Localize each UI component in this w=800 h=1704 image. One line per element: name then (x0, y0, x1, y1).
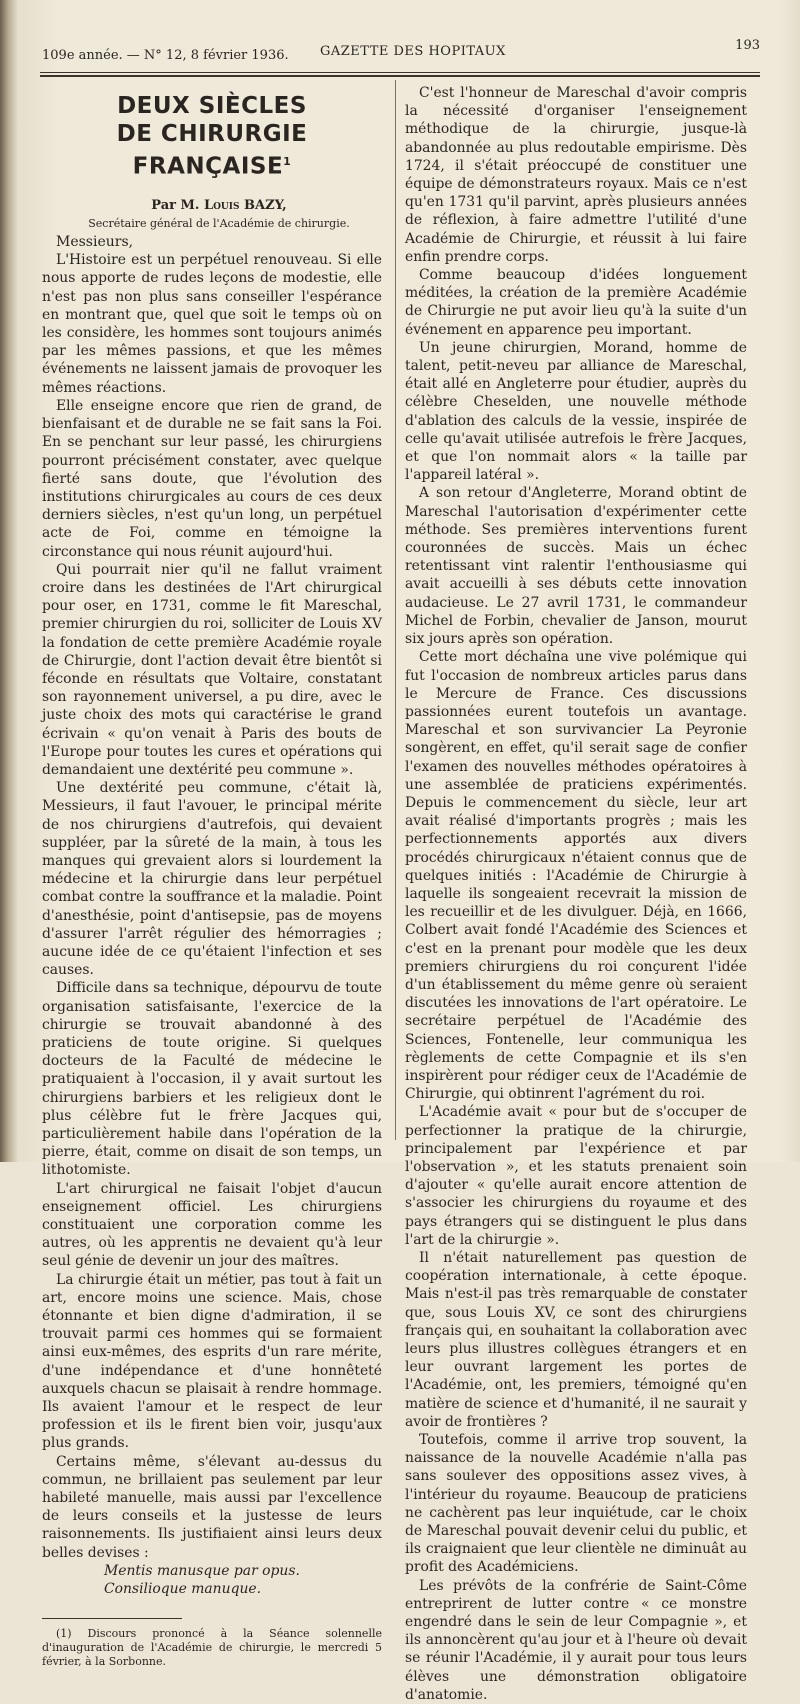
paragraph: La chirurgie était un métier, pas tout à fait un art, encore moins une science. Mais, chose étonnante et bien digne d'admiration, il se trouvait parmi ces hommes qui se formaient ainsi eux-mêmes, des esprits d'un rare mérite, d'une indépendance et d'une honnêteté auxquels chacun se plaisait à rendre hommage. Ils avaient l'amour et le respect de leur profession et ils le firent bien voir, jusqu'aux plus grands. (42, 1271, 382, 1452)
footnote-marker: 1 (283, 155, 292, 168)
left-column (42, 92, 382, 1669)
paragraph: L'art chirurgical ne faisait l'objet d'aucun enseignement officiel. Les chirurgiens constituaient une corporation comme les autres, où les apprentis ne devaient qu'à leur seul génie de devenir un jour des maîtres. (42, 1180, 382, 1270)
article-title (42, 92, 382, 181)
paragraph: Un jeune chirurgien, Morand, homme de talent, petit-neveu par alliance de Mareschal, était allé en Angleterre pour étudier, auprès du célèbre Cheselden, une nouvelle méthode d'ablation des calculs de la vessie, inspirée de celle qu'avait utilisée autrefois le frère Jacques, et que l'on nommait alors « la taille par l'appareil latéral ». (405, 339, 747, 484)
paragraph: L'Académie avait « pour but de s'occuper de perfectionner la pratique de la chirurgie, principalement par l'expérience et par l'observation », et les statuts prenaient soin d'ajouter « qu'elle aurait encore attention de s'associer les chirurgiens du royaume et des pays étrangers qui se distinguent le plus dans l'art de la chirurgie ». (405, 1104, 747, 1248)
paragraph: A son retour d'Angleterre, Morand obtint de Mareschal l'autorisation d'expérimenter cette méthode. Ses premières interventions furent couronnées de succès. Mais un échec retentissant vint ralentir l'enthousiasme qui avait accueilli à ses débuts cette innovation audacieuse. Le 27 avril 1731, le commandeur Michel de Forbin, chevalier de Janson, mourut six jours après son opération. (405, 485, 747, 648)
author-title: Secrétaire général de l'Académie de chirurgie. (88, 216, 350, 230)
issue-info: 109e année. — N° 12, 8 février 1936. (42, 48, 289, 63)
title-line-2-text: DE CHIRURGIE FRANÇAISE (116, 121, 308, 180)
byline-prefix: Par M. (151, 197, 200, 213)
title-line-1: DEUX SIÈCLES (117, 93, 307, 119)
header-rule-thick (40, 75, 760, 77)
footnote: (1) Discours prononcé à la Séance solennelle d'inauguration de l'Académie de chirurgie, le mercredi 5 février, à la Sorbonne. (42, 1627, 382, 1669)
page-header (30, 36, 760, 68)
title-line-2 (42, 120, 382, 181)
paragraph: Cette mort déchaîna une vive polémique qui fut l'occasion de nombreux articles parus dans le Mercure de France. Ces discussions passionnées eurent toutefois un avantage. Mareschal et son survivancier La Peyronie songèrent, en effet, qu'il serait sage de confier l'examen des nouvelles méthodes opératoires à une assemblée de praticiens expérimentés. Depuis le commencement du siècle, leur art avait réalisé d'importants progrès ; mais les perfectionnements apportés aux divers procédés chirurgicaux n'étaient connus que de quelques initiés : l'Académie de Chirurgie à laquelle ils songeaient recevrait la mission de les recueillir et de les divulguer. Déjà, en 1666, Colbert avait fondé l'Académie des Sciences et c'est en la prenant pour modèle que les deux premiers chirurgiens du roi conçurent l'idée d'un établissement du même genre où seraient discutées les innovations de l'art opératoire. Le secrétaire perpétuel de l'Académie des Sciences, Fontenelle, leur communiqua les règlements de cette Compagnie et ils s'en inspirèrent pour rédiger ceux de l'Académie de Chirurgie, qui obtinrent l'agrément du roi. (405, 649, 747, 1103)
header-rule (40, 72, 760, 73)
paragraph: C'est l'honneur de Mareschal d'avoir compris la nécessité d'organiser l'enseignement méthodique de la chirurgie, jusque-là abandonnée au plus redoutable empirisme. Dès 1724, il s'était préoccupé de constituer une équipe de démonstrateurs royaux. Mais ce n'est qu'en 1731 qu'il parvint, après plusieurs années de réflexion, à faire admettre l'utilité d'une Académie de Chirurgie, et réussit à lui faire enfin prendre corps. (405, 85, 747, 265)
paragraph: Certains même, s'élevant au-dessus du commun, ne brillaient pas seulement par leur habileté manuelle, mais aussi par l'excellence de leurs conseils et la justesse de leurs raisonnements. Ils justifiaient ainsi leurs deux belles devises : (42, 1453, 382, 1561)
paragraph: Elle enseigne encore que rien de grand, de bienfaisant et de durable ne se fait sans la Foi. En se penchant sur leur passé, les chirurgiens pourront précisément constater, avec quelque fierté sans doute, que l'évolution des institutions chirurgicales au cours de ces deux derniers siècles, n'est qu'un long, un perpétuel acte de Foi, comme en témoigne la circonstance qui nous réunit aujourd'hui. (42, 397, 382, 560)
paragraph: Il n'était naturellement pas question de coopération internationale, à cette époque. Mais n'est-il pas très remarquable de constater que, sous Louis XV, ce sont des chirurgiens français qui, en souhaitant la collaboration avec leurs plus illustres collègues étrangers et en leur ouvrant largement les portes de l'Académie, ont, les premiers, témoigné qu'en matière de science et d'humanité, il ne saurait y avoir de frontières ? (405, 1250, 747, 1430)
paragraph: L'Histoire est un perpétuel renouveau. Si elle nous apporte de rudes leçons de modestie, elle n'est pas non plus sans conseiller l'espérance en montrant que, quel que soit le temps où on les considère, les hommes sont toujours animés par les mêmes passions, et que les mêmes événements ne laissent jamais de provoquer les mêmes réactions. (42, 252, 382, 396)
journal-name: GAZETTE DES HOPITAUX (320, 44, 506, 59)
paragraph: Comme beaucoup d'idées longuement méditées, la création de la première Académie de Chirurgie ne put avoir lieu qu'à la suite d'un événement en apparence peu important. (405, 267, 747, 338)
paragraph: Qui pourrait nier qu'il ne fallut vraiment croire dans les destinées de l'Art chirurgical pour oser, en 1731, comme le fit Mareschal, premier chirurgien du roi, solliciter de Louis XV la fondation de cette première Académie royale de Chirurgie, dont l'action devait être bientôt si féconde en résultats que Voltaire, constatant son rayonnement universel, a pu dire, avec le juste choix des mots qui caractérise le grand écrivain « qu'on venait à Paris des bouts de l'Europe pour toutes les cures et opérations qui demandaient une dextérité peu commune ». (42, 561, 382, 778)
motto-line-1: Mentis manusque par opus. (104, 1562, 300, 1579)
right-column (405, 84, 747, 1704)
motto-line-2: Consilioque manuque. (104, 1581, 262, 1598)
column-divider (395, 80, 396, 1140)
footnote-rule (42, 1618, 182, 1619)
salutation: Messieurs, (56, 234, 134, 251)
author-name: Louis BAZY, (203, 197, 287, 213)
paragraph: Les prévôts de la confrérie de Saint-Côme entreprirent de lutter contre « ce monstre engendré dans le sein de leur Compagnie », et ils annoncèrent qu'au jour et à l'heure où devait se réunir l'Académie, il y aurait pour tous leurs élèves une démonstration obligatoire d'anatomie. (405, 1577, 747, 1703)
page-number: 193 (735, 38, 760, 53)
paragraph: Toutefois, comme il arrive trop souvent, la naissance de la nouvelle Académie n'alla pas sans soulever des oppositions assez vives, à l'intérieur du royaume. Beaucoup de praticiens ne cachèrent pas leur inquiétude, car le choix de Mareschal pouvait devenir celui du public, et ils craignaient que leur clientèle ne diminuât au profit des Académiciens. (405, 1432, 747, 1576)
byline (42, 197, 382, 215)
paragraph: Une dextérité peu commune, c'était là, Messieurs, il faut l'avouer, le principal mérite de nos chirurgiens d'autrefois, qui devaient suppléer, par la sûreté de la main, à tous les manques qui grevaient alors si lourdement la médecine et la chirurgie dans leur perpétuel combat contre la souffrance et la maladie. Point d'anesthésie, point d'antisepsie, pas de moyens d'assurer l'arrêt régulier des hémorragies ; aucune idée de ce qu'étaient l'infection et ses causes. (42, 780, 382, 979)
paragraph: Difficile dans sa technique, dépourvu de toute organisation satisfaisante, l'exercice de la chirurgie se trouvait abandonné à des praticiens de toute origine. Si quelques docteurs de la Faculté de médecine le pratiquaient à l'occasion, il y avait surtout les chirurgiens barbiers et les religieux dont le plus célèbre fut le frère Jacques qui, particulièrement habile dans l'opération de la pierre, était, comme on disait de son temps, un lithotomiste. (42, 980, 382, 1179)
